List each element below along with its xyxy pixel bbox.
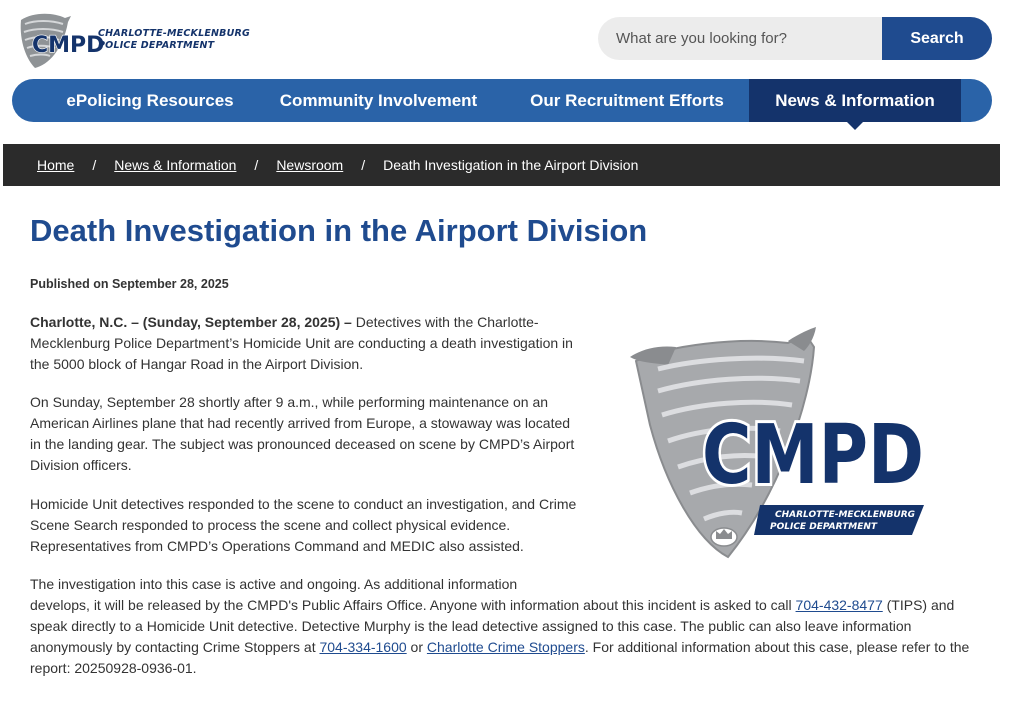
logo-mark-text: CMPD — [32, 33, 105, 58]
cmpd-logo-icon — [13, 10, 105, 70]
crime-stoppers-phone-link[interactable]: 704-334-1600 — [319, 639, 407, 655]
search-bar — [598, 17, 992, 60]
search-button[interactable]: Search — [882, 17, 992, 60]
article-paragraph — [30, 574, 990, 679]
emblem-text: CMPD — [702, 408, 924, 503]
breadcrumb-separator: / — [92, 157, 97, 173]
site-header — [0, 0, 1024, 78]
breadcrumb-news-information[interactable]: News & Information — [114, 157, 237, 173]
crime-stoppers-link[interactable]: Charlotte Crime Stoppers — [426, 639, 585, 655]
crown-icon — [711, 528, 737, 546]
paragraph-text: . For additional information about this case, please refer to the report: 20250928-0936-01. — [30, 639, 970, 676]
nav-item-news-information[interactable]: News & Information — [749, 79, 961, 122]
article-paragraph: Homicide Unit detectives responded to the scene to conduct an investigation, and Crime Scene Search responded to process the scene and collect physical evidence. Representatives from CMPD’s Operations Command and MEDIC also assisted. — [30, 496, 577, 554]
page-title: Death Investigation in the Airport Division — [30, 213, 648, 248]
logo-line2: POLICE DEPARTMENT — [98, 40, 215, 51]
tips-phone-link[interactable]: 704-432-8477 — [795, 597, 883, 613]
breadcrumb-current: Death Investigation in the Airport Division — [383, 157, 639, 173]
nav-item-recruitment-efforts[interactable]: Our Recruitment Efforts — [530, 90, 724, 110]
breadcrumb-separator: / — [361, 157, 366, 173]
nav-item-epolicing-resources[interactable]: ePolicing Resources — [66, 90, 234, 110]
paragraph-text: or — [406, 639, 427, 655]
search-input[interactable] — [598, 17, 882, 60]
main-nav — [12, 79, 992, 122]
breadcrumb-separator: / — [254, 157, 259, 173]
nav-item-community-involvement[interactable]: Community Involvement — [279, 90, 478, 110]
site-logo[interactable] — [13, 10, 250, 70]
breadcrumb-newsroom[interactable]: Newsroom — [276, 157, 344, 173]
paragraph-text: The investigation into this case is active and ongoing. As additional information — [30, 576, 518, 592]
article-paragraph — [30, 312, 582, 375]
emblem-banner-line1: CHARLOTTE-MECKLENBURG — [775, 510, 916, 520]
logo-line1: CHARLOTTE-MECKLENBURG — [98, 28, 251, 39]
breadcrumb-home[interactable]: Home — [37, 157, 75, 173]
paragraph-text: (TIPS) and speak directly to a Homicide Unit detective. Detective Murphy is the lead detective assigned to this case. The public can also leave information anonymously by contacting Crime Stoppers at — [30, 597, 955, 655]
paragraph-text: Detectives with the Charlotte-Mecklenburg Police Department’s Homicide Unit are conducting a death investigation in the 5000 block of Hangar Road in the Airport Division. — [30, 314, 573, 372]
article-paragraph: On Sunday, September 28 shortly after 9 a.m., while performing maintenance on an American Airlines plane that had recently arrived from Europe, a stowaway was located in the landing gear. The subject was pronounced deceased on scene by CMPD’s Airport Division officers. — [30, 394, 575, 473]
published-date: Published on September 28, 2025 — [30, 277, 229, 291]
paragraph-text: develops, it will be released by the CMPD's Public Affairs Office. Anyone with information about this incident is asked to call — [30, 597, 796, 613]
dateline: Charlotte, N.C. – (Sunday, September 28, 2025) – — [30, 314, 352, 330]
cmpd-emblem-icon — [628, 325, 930, 561]
breadcrumb — [3, 144, 1000, 186]
logo-wordmark — [98, 28, 250, 52]
emblem-banner-line2: POLICE DEPARTMENT — [770, 522, 878, 532]
